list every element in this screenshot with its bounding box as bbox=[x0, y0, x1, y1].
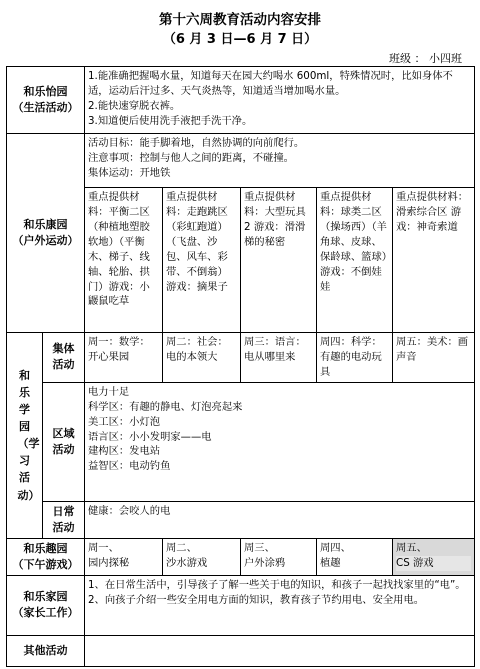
family-item: 1、在日常生活中，引导孩子了解一些关于电的知识，和孩子一起找找家里的“电”。 bbox=[88, 578, 466, 591]
family-row bbox=[7, 575, 475, 635]
area-item: 科学区：有趣的静电、灯泡亮起来 bbox=[88, 400, 243, 413]
family-content bbox=[85, 575, 475, 635]
life-section-label: 和乐怡园 （生活活动） bbox=[7, 67, 85, 134]
life-item: 2.能快速穿脱衣裤。 bbox=[88, 99, 181, 112]
fun-row bbox=[7, 538, 475, 575]
learn-daily-content: 健康：会咬人的电 bbox=[85, 501, 475, 538]
learn-area-row bbox=[7, 382, 475, 501]
learn-group-row bbox=[7, 333, 475, 383]
fun-day-cell: 周四、 植趣 bbox=[317, 538, 393, 575]
family-section-label: 和乐家园 （家长工作） bbox=[7, 575, 85, 635]
learn-group-cell: 周五：美术：画声音 bbox=[393, 333, 475, 383]
outdoor-material-cell: 重点提供材料：滑索综合区 游戏：神奇索道 bbox=[393, 188, 475, 333]
area-item: 美工区：小灯泡 bbox=[88, 415, 161, 428]
outdoor-material-cell: 重点提供材料：平衡二区（种植地塑胶软地）（平衡木、梯子、线轴、轮胎、拱门）游戏：小鼹鼠吃草 bbox=[85, 188, 163, 333]
area-item: 建构区：发电站 bbox=[88, 445, 161, 458]
learn-daily-row bbox=[7, 501, 475, 538]
outdoor-goal-row bbox=[7, 134, 475, 188]
life-item: 3.知道便后使用洗手液把手洗干净。 bbox=[88, 114, 253, 127]
learn-group-cell: 周四：科学：有趣的电动玩具 bbox=[317, 333, 393, 383]
outdoor-goal bbox=[85, 134, 475, 188]
outdoor-material-cell: 重点提供材料：大型玩具 2 游戏：滑滑梯的秘密 bbox=[241, 188, 317, 333]
fun-day-cell: 周二、 沙水游戏 bbox=[163, 538, 241, 575]
learn-group-cell: 周三：语言：电从哪里来 bbox=[241, 333, 317, 383]
family-item: 2、向孩子介绍一些安全用电方面的知识，教育孩子节约用电、安全用电。 bbox=[88, 593, 425, 606]
outdoor-material-cell: 重点提供材料：球类二区（操场西）（羊角球、皮球、保龄球、篮球）游戏：不倒娃娃 bbox=[317, 188, 393, 333]
outdoor-group-text: 集体运动：开地铁 bbox=[88, 166, 171, 179]
learn-area-label: 区域 活动 bbox=[43, 382, 85, 501]
learn-group-label: 集体 活动 bbox=[43, 333, 85, 383]
learn-group-cell: 周二：社会：电的本领大 bbox=[163, 333, 241, 383]
fun-section-label: 和乐趣园 （下午游戏） bbox=[7, 538, 85, 575]
learn-daily-label: 日常 活动 bbox=[43, 501, 85, 538]
other-section-label: 其他活动 bbox=[7, 635, 85, 666]
other-content bbox=[85, 635, 475, 666]
fun-day-cell: 周五、 CS 游戏 bbox=[393, 538, 475, 575]
learn-area-content bbox=[85, 382, 475, 501]
date-range: （6 月 3 日—6 月 7 日） bbox=[162, 32, 318, 47]
outdoor-goal-text: 活动目标：能手脚着地，自然协调的向前爬行。 bbox=[88, 137, 305, 149]
page-title: 第十六周教育活动内容安排 bbox=[159, 12, 321, 28]
outdoor-note-text: 注意事项：控制与他人之间的距离，不碰撞。 bbox=[88, 151, 294, 164]
life-item: 1.能准确把握喝水量，知道每天在园大约喝水 600ml，特殊情况时，比如身体不适，运动后汗过多、天气炎热等，知道适当增加喝水量。 bbox=[88, 70, 453, 97]
other-row bbox=[7, 635, 475, 666]
area-item: 语言区：小小发明家——电 bbox=[88, 430, 212, 443]
area-title: 电力十足 bbox=[88, 385, 130, 398]
area-item: 益智区：电动钓鱼 bbox=[88, 460, 171, 473]
outdoor-section-label: 和乐康园 （户外运动） bbox=[7, 134, 85, 333]
life-row bbox=[7, 67, 475, 134]
fun-day-cell: 周一、 园内探秘 bbox=[85, 538, 163, 575]
learn-group-cell: 周一：数学：开心果园 bbox=[85, 333, 163, 383]
fun-day-cell: 周三、 户外涂鸦 bbox=[241, 538, 317, 575]
learn-section-label: 和乐学园（学习活动） bbox=[7, 333, 43, 539]
schedule-table bbox=[6, 66, 475, 667]
class-label: 班级 ： 小四班 bbox=[389, 52, 462, 65]
life-content bbox=[85, 67, 475, 134]
outdoor-material-cell: 重点提供材料：走跑跳区（彩虹跑道）（飞盘、沙包、风车、彩带、不倒翁）游戏：摘果子 bbox=[163, 188, 241, 333]
